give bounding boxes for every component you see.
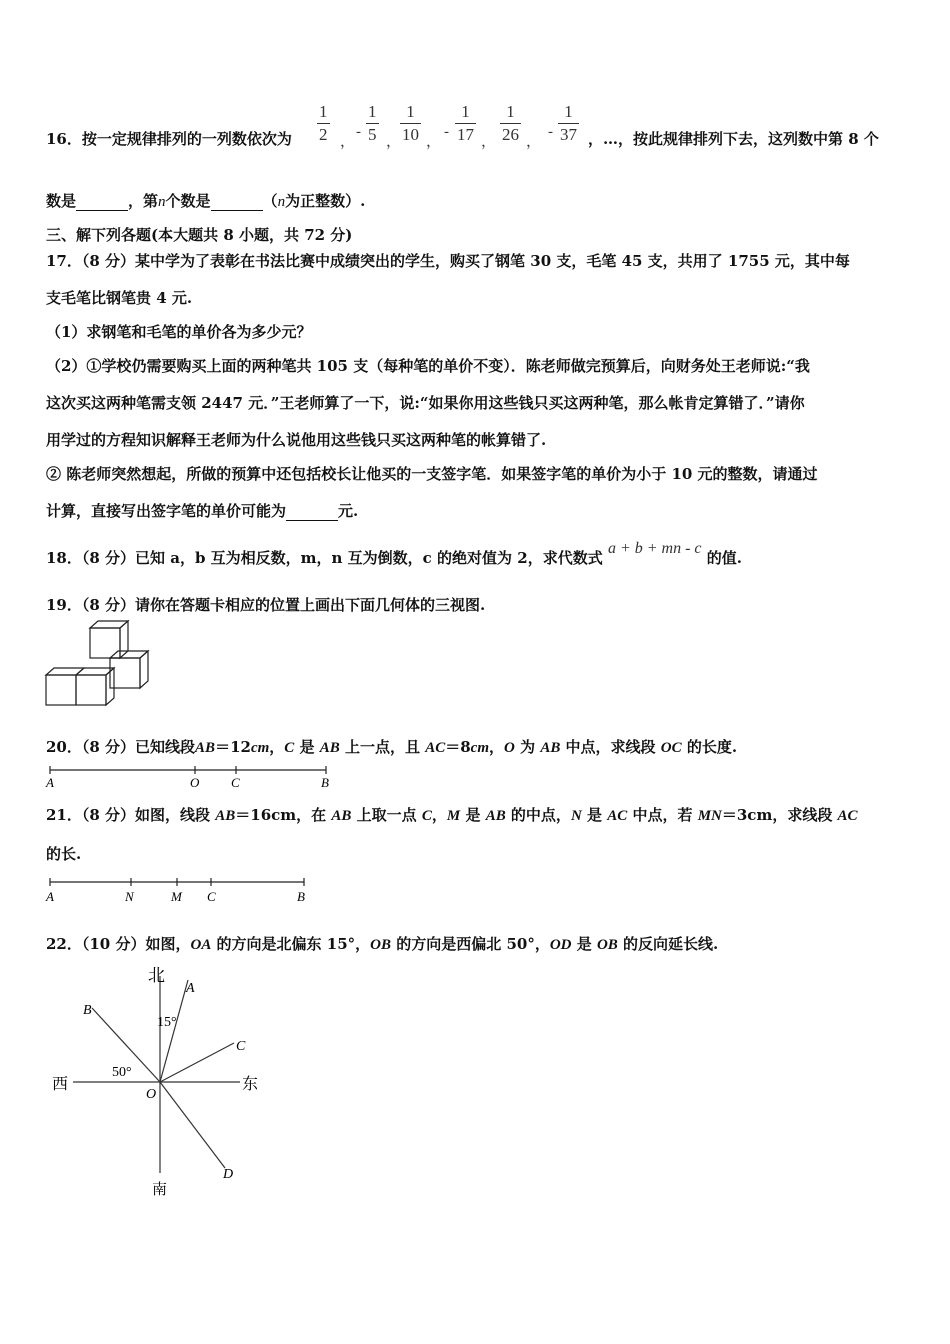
label-O: O [146,1087,157,1102]
label-M: M [171,889,182,904]
north-label: 北 [148,966,165,985]
q19-line: 19．（8 分）请你在答题卡相应的位置上画出下面几何体的三视图. [46,596,486,614]
q17-part2-line3: 用学过的方程知识解释王老师为什么说他用这些钱只买这两种笔的帐算错了. [46,431,547,449]
angle-15-label: 15° [157,1015,177,1030]
q18-line: 18．（8 分）已知 a，b 互为相反数，m，n 互为倒数，c 的绝对值为 2，求代数式 a + b + mn - c 的值. [46,540,742,567]
q16-fraction-1: 1 2 [319,102,328,144]
east-label: 东 [242,1076,259,1093]
q16-minus-4: - [444,124,449,140]
answer-blank[interactable] [76,210,128,211]
q21-line1: 21．（8 分）如图，线段 AB＝16cm，在 AB 上取一点 C，M 是 AB 的中点，N 是 AC 中点，若 MN＝3cm，求线段 AC [46,806,858,824]
q22-line: 22．（10 分）如图，OA 的方向是北偏东 15°，OB 的方向是西偏北 50°，OD 是 OB 的反向延长线. [46,935,719,953]
q16-fraction-4: 1 17 [457,102,474,144]
label-B: B [297,889,305,904]
q17-part1: （1）求钢笔和毛笔的单价各为多少元？ [46,323,312,341]
q17-part2-line2: 这次买这两种笔需支领 2447 元．”王老师算了一下，说:“如果你用这些钱只买这两种笔，那么帐肯定算错了．”请你 [46,394,805,412]
south-label: 南 [152,1182,168,1198]
label-C: C [207,889,216,904]
q16-line1 [46,128,292,149]
q20-line: 20．（8 分）已知线段AB＝12cm，C 是 AB 上一点，且 AC＝8cm，O 为 AB 中点，求线段 OC 的长度. [46,738,738,756]
label-B: B [83,1003,92,1018]
q21-line2: 的长. [46,845,82,863]
q16-fraction-3: 1 10 [402,102,419,144]
q16-prefix: 16．按一定规律排列的一列数依次为 [46,130,292,148]
q17-line2: 支毛笔比钢笔贵 4 元. [46,289,193,307]
q18-expression: a + b + mn - c [607,540,702,557]
answer-blank[interactable] [211,210,263,211]
q17-part2b-line1: ② 陈老师突然想起，所做的预算中还包括校长让他买的一支签字笔．如果签字笔的单价为小于 10 元的整数，请通过 [46,465,818,483]
label-D: D [223,1167,234,1182]
label-O: O [190,775,200,790]
answer-blank[interactable] [286,520,338,521]
q16-fraction-5: 1 26 [502,102,519,144]
label-A: A [46,775,54,790]
label-C: C [236,1039,246,1054]
label-N: N [125,889,134,904]
label-B: B [321,775,329,790]
q16-line2: 数是 ，第n个数是 （n为正整数）. [46,192,366,210]
angle-50-label: 50° [112,1065,132,1080]
cube-solid-figure [40,618,165,713]
q22-direction-diagram [40,958,280,1208]
q17-part2b-line2: 计算，直接写出签字笔的单价可能为 元. [46,502,359,520]
q16-suffix: ，…，按此规律排列下去，这列数中第 8 个 [588,130,879,148]
q20-segment-diagram [40,762,340,794]
q16-fraction-2: 1 5 [368,102,377,144]
q16-minus-6: - [548,124,553,140]
label-A: A [186,981,195,996]
q16-fraction-6: 1 37 [560,102,577,144]
label-A: A [46,889,54,904]
q17-line1: 17．（8 分）某中学为了表彰在书法比赛中成绩突出的学生，购买了钢笔 30 支，毛笔 45 支，共用了 1755 元，其中每 [46,252,850,270]
west-label: 西 [52,1076,69,1093]
q17-part2-line1: （2）①学校仍需要购买上面的两种笔共 105 支（每种笔的单价不变）．陈老师做完预算后，向财务处王老师说:“我 [46,357,810,375]
q21-segment-diagram [40,874,320,906]
q16-minus-2: - [356,124,361,140]
section-heading: 三、解下列各题(本大题共 8 小题，共 72 分) [46,226,353,244]
label-C: C [231,775,240,790]
